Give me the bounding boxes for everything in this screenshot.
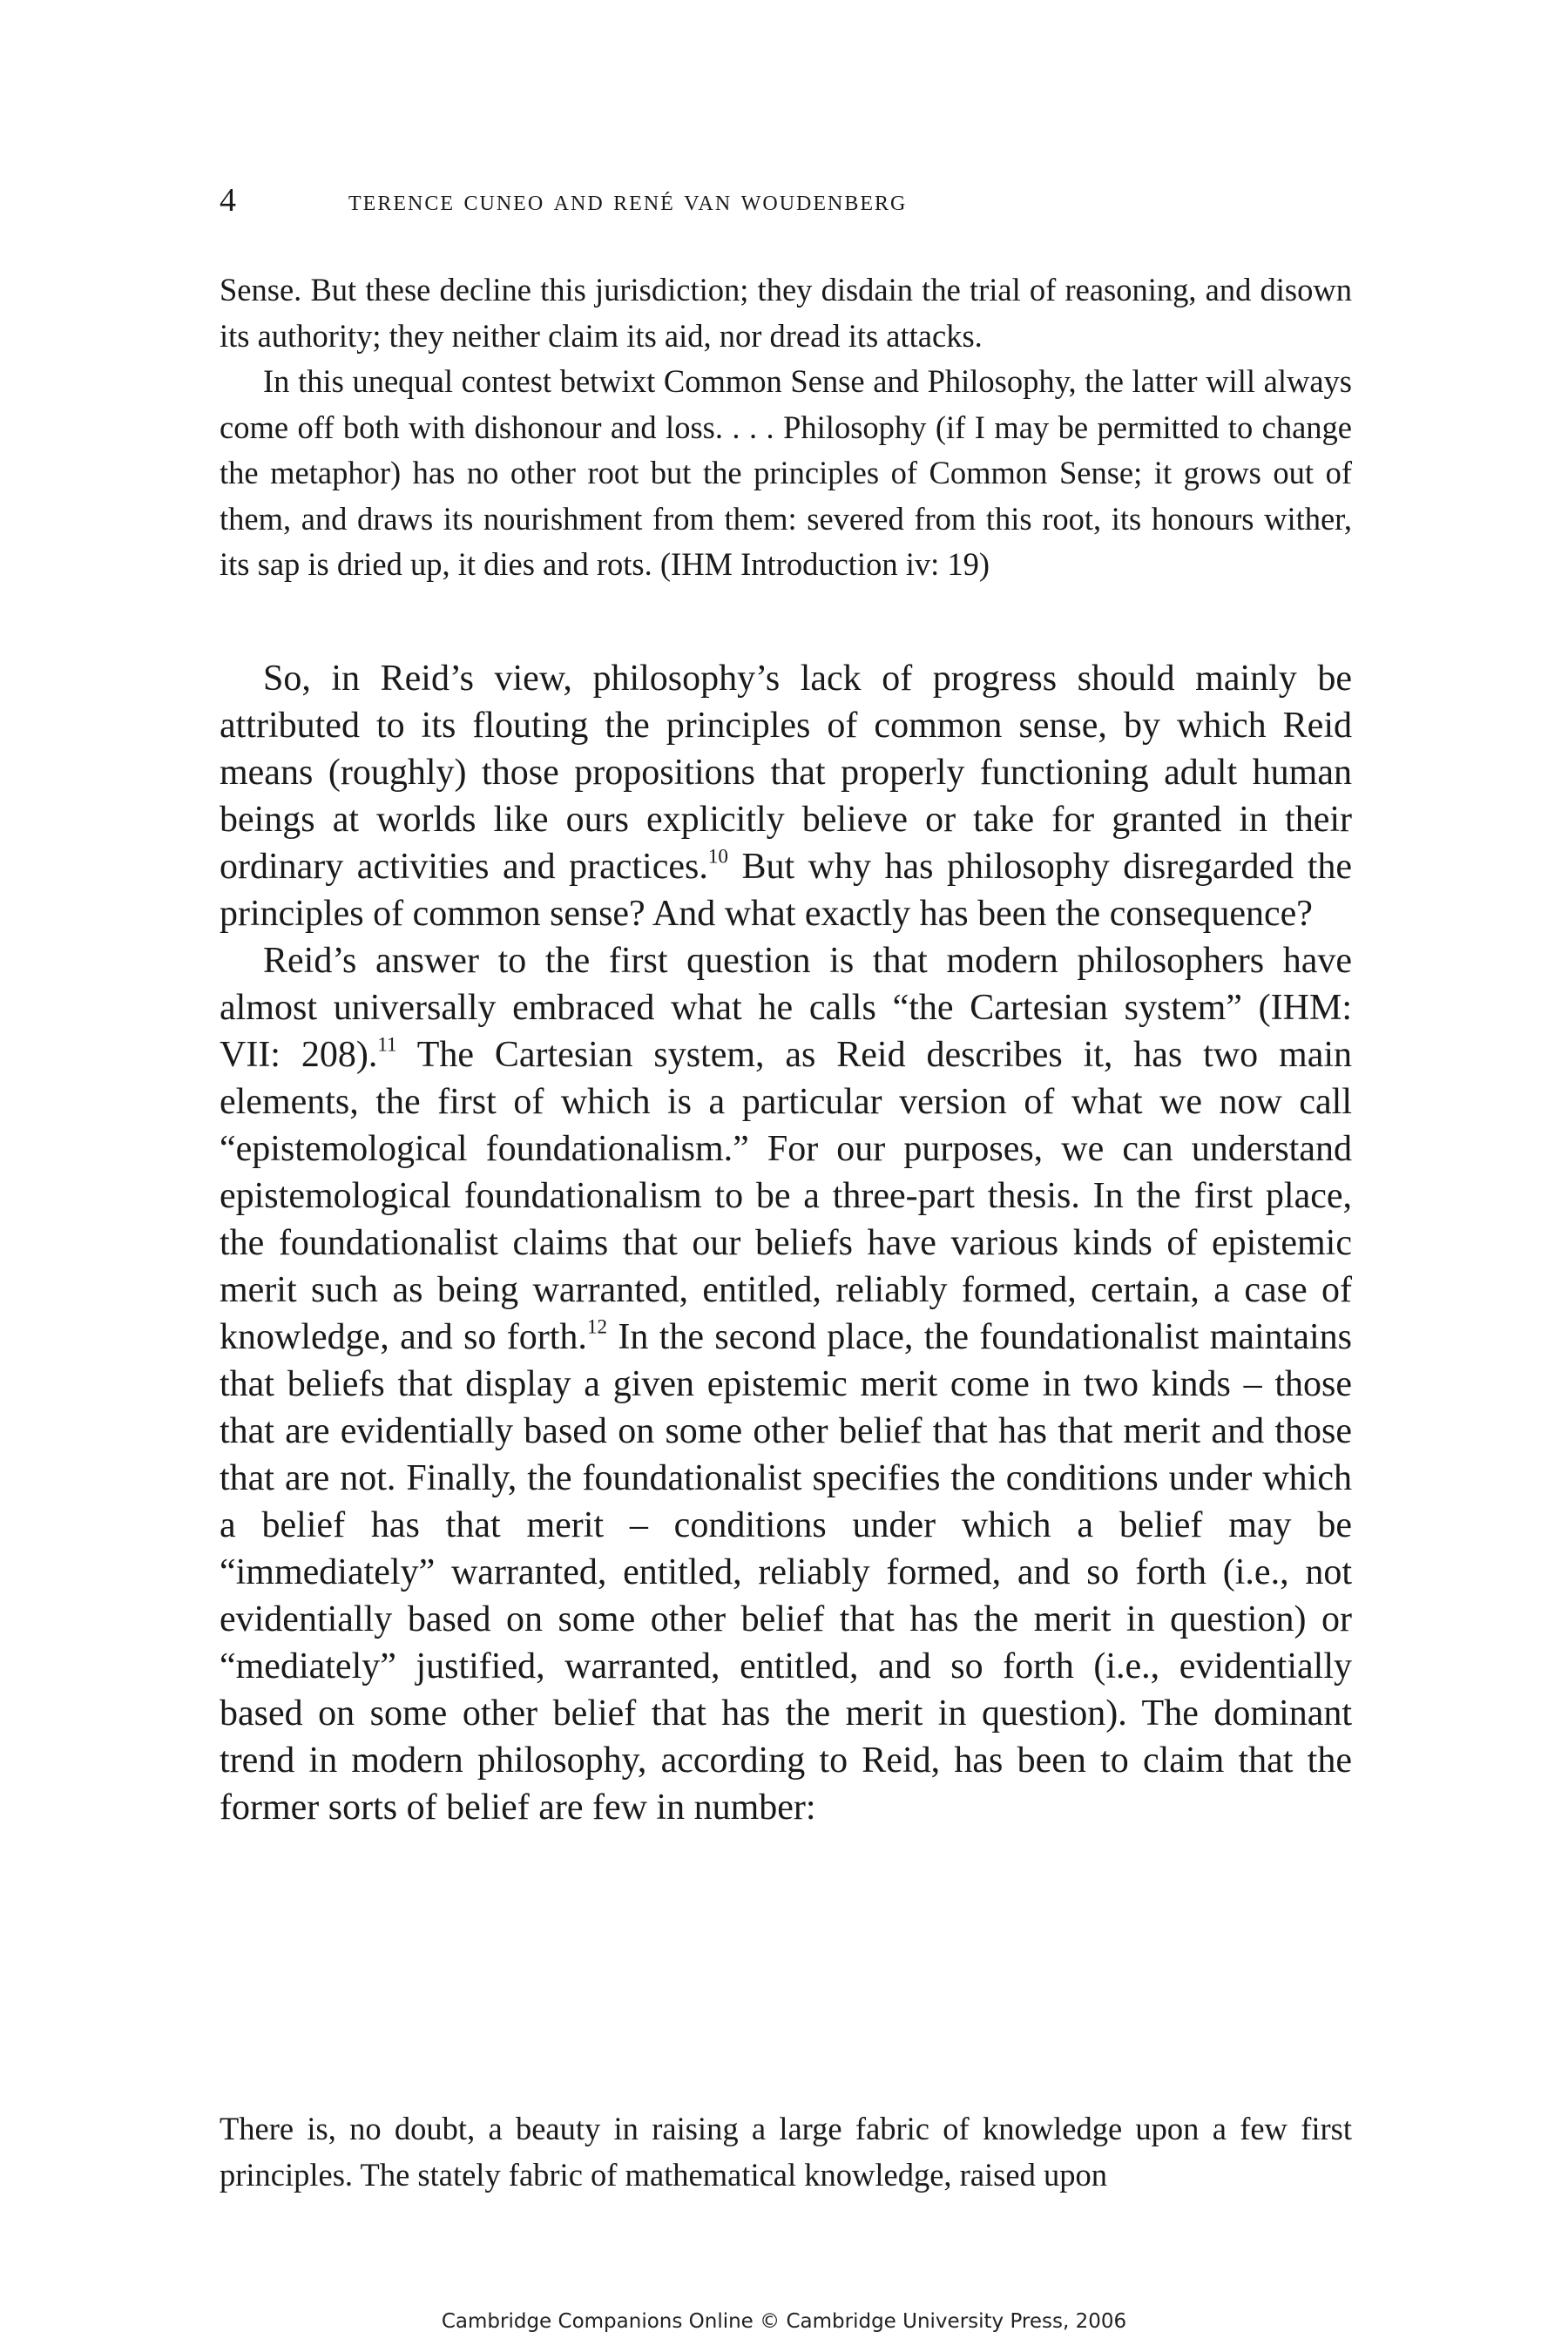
quote-top-paragraph-1: Sense. But these decline this jurisdiction; they disdain the trial of reasoning, and disown its authority; they neither claim its aid, nor dread its attacks. bbox=[220, 272, 1352, 354]
block-quote-bottom bbox=[220, 2106, 1352, 2198]
body-paragraph-1-text-b: But why has philosophy disregarded the principles of common sense? And what exactly has been the consequence? bbox=[220, 847, 1353, 934]
body-paragraph-1-text-a: So, in Reid’s view, philosophy’s lack of progress should mainly be attributed to its flouting the principles of common sense, by which Reid means (roughly) those propositions that properly functioning adult human beings at worlds like ours explicitly believe or take for granted in their ordinary activities and practices. bbox=[220, 659, 1352, 887]
footnote-ref-12: 12 bbox=[586, 1315, 608, 1338]
footnote-ref-11: 11 bbox=[377, 1032, 397, 1056]
running-title: terence cuneo and rené van woudenberg bbox=[348, 185, 908, 217]
block-quote-top bbox=[220, 267, 1352, 588]
body-paragraph-1 bbox=[220, 655, 1352, 937]
body-text bbox=[220, 655, 1352, 1831]
running-head bbox=[220, 181, 1352, 225]
body-paragraph-2-text-c: In the second place, the foundationalist maintains that beliefs that display a given epistemic merit come in two kinds – those that are evidentially based on some other belief that has that merit and those that are not. Finally, the foundationalist specifies the conditions under which a belief has that merit – conditions under which a belief may be “immediately” warranted, entitled, reliably formed, and so forth (i.e., not evidentially based on some other belief that has the merit in question) or “mediately” justified, warranted, entitled, and so forth (i.e., evidentially based on some other belief that has the merit in question). The dominant trend in modern philosophy, according to Reid, has been to claim that the former sorts of belief are few in number: bbox=[220, 1317, 1352, 1828]
page-number: 4 bbox=[220, 182, 236, 219]
footnote-ref-10: 10 bbox=[707, 844, 728, 868]
copyright-footer: Cambridge Companions Online © Cambridge University Press, 2006 bbox=[441, 2310, 1127, 2333]
body-paragraph-2 bbox=[220, 937, 1352, 1831]
quote-top-paragraph-2: In this unequal contest betwixt Common Sense and Philosophy, the latter will always come off both with dishonour and loss. . . . Philosophy (if I may be permitted to change the metaphor) has no other root but the principles of Common Sense; it grows out of them, and draws its nourishment from them: severed from this root, its honours wither, its sap is dried up, it dies and rots. (IHM Introduction iv: 19) bbox=[220, 363, 1352, 582]
quote-bottom-paragraph-1: There is, no doubt, a beauty in raising a large fabric of knowledge upon a few first principles. The stately fabric of mathematical knowledge, raised upon bbox=[220, 2111, 1352, 2193]
body-paragraph-2-text-a: Reid’s answer to the first question is that modern philosophers have almost universally embraced what he calls “the Cartesian system” (IHM: VII: 208). bbox=[220, 941, 1352, 1075]
body-paragraph-2-text-b: The Cartesian system, as Reid describes it, has two main elements, the first of which is a particular version of what we now call “epistemological foundationalism.” For our purposes, we can understand epistemological foundationalism to be a three-part thesis. In the first place, the foundationalist claims that our beliefs have various kinds of epistemic merit such as being warranted, entitled, reliably formed, certain, a case of knowledge, and so forth. bbox=[220, 1035, 1352, 1357]
